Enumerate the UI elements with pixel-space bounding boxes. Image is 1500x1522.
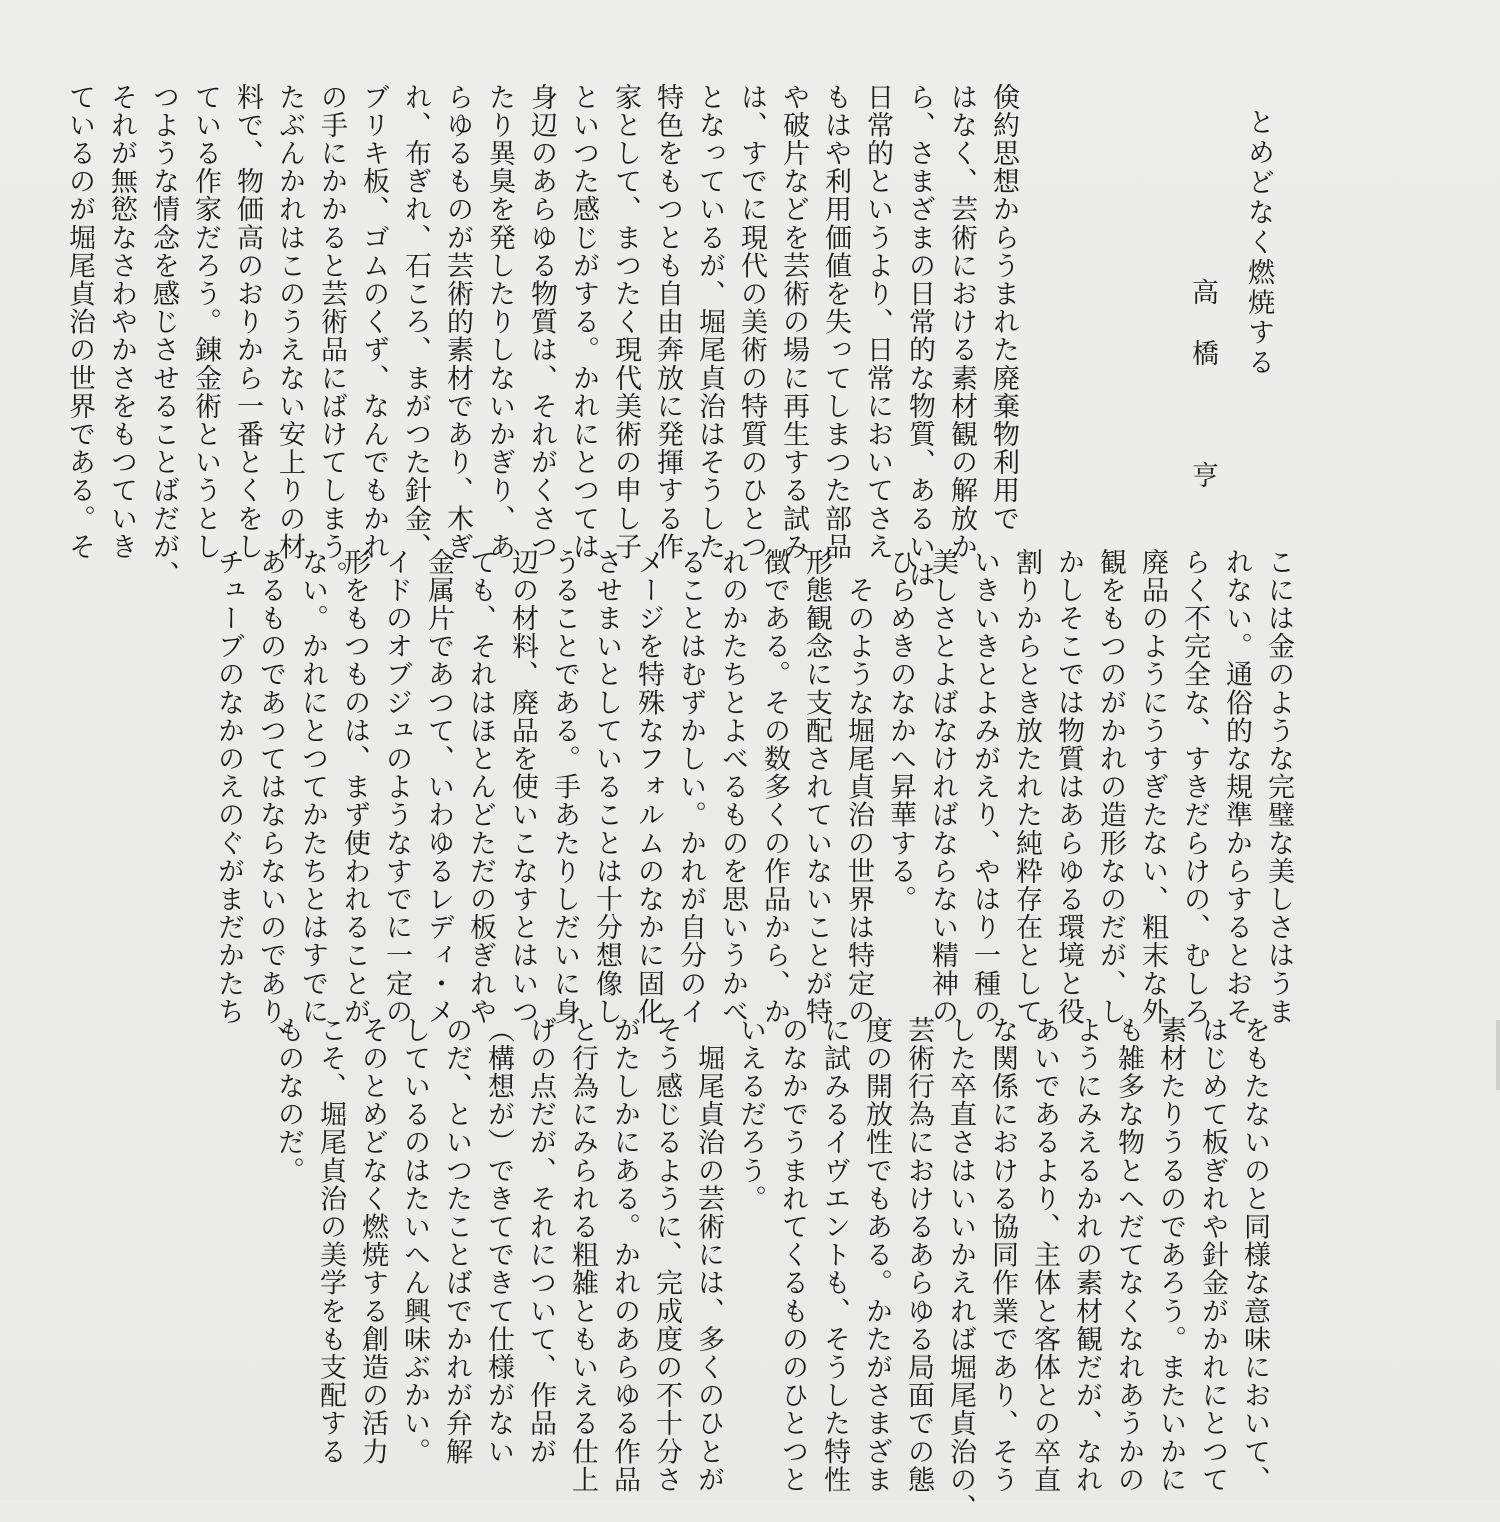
text-column: げの点だが、それについて、作品が xyxy=(525,1016,556,1466)
text-column: いきいきとよみがえり、やはり一種の xyxy=(969,548,1000,1026)
text-column: な関係における協同作業であり、そう xyxy=(987,1016,1018,1494)
page-edge-mark xyxy=(1496,1020,1500,1090)
text-column: させまいとしていることは十分想像し xyxy=(591,548,622,1026)
text-column: ものなのだ。 xyxy=(273,1016,304,1185)
text-column: もはや利用価値を失ってしまつた部品 xyxy=(820,83,851,561)
text-column: メージを特殊なフォルムのなかに固化 xyxy=(633,548,664,1026)
text-column: は、すでに現代の美術の特質のひとつ xyxy=(736,83,767,561)
text-column: をもたないのと同様な意味において、 xyxy=(1239,1016,1270,1494)
text-column: れない。通俗的な規準からするとおそ xyxy=(1221,548,1252,1026)
text-column: 辺の材料、廃品を使いこなすとはいつ xyxy=(507,548,538,1026)
author-name: 高橋 亨 xyxy=(1187,278,1218,522)
text-column: らく不完全な、すきだらけの、むしろ xyxy=(1179,548,1210,1026)
text-column: たり異臭を発したりしないかぎり、あ xyxy=(484,83,515,561)
text-column: ようにみえるかれの素材観だが、なれ xyxy=(1071,1016,1102,1494)
text-column: （構想が）できてできて仕様がない xyxy=(483,1016,514,1466)
text-column: や破片などを芸術の場に再生する試み xyxy=(778,83,809,561)
text-column: そのような堀尾貞治の世界は特定の xyxy=(843,548,874,1026)
text-column: かしそこでは物質はあらゆる環境と役 xyxy=(1053,548,1084,1026)
text-column: チューブのなかのえのぐがまだかたち xyxy=(213,548,244,1026)
text-column: イドのオブジュのようなすでに一定の xyxy=(381,548,412,1026)
text-column: そう感じるように、完成度の不十分さ xyxy=(651,1016,682,1494)
text-column: らゆるものが芸術的素材であり、木ぎ xyxy=(442,83,473,561)
text-column: 廃品のようにうすぎたない、粗末な外 xyxy=(1137,548,1168,1026)
text-column: ない。かれにとつてかたちとはすでに xyxy=(297,548,328,1026)
text-column: ブリキ板、ゴムのくず、なんでもかれ xyxy=(358,83,389,561)
text-column: たぶんかれはこのうえない安上りの材 xyxy=(274,83,305,561)
text-block-top xyxy=(58,83,1024,589)
text-column: こには金のような完璧な美しさはうま xyxy=(1263,548,1294,1026)
text-column: つような情念を感じさせることばだが、 xyxy=(148,83,179,589)
text-column: 形態観念に支配されていないことが特 xyxy=(801,548,832,1026)
text-column: 料で、物価高のおりから一番とくをし xyxy=(232,83,263,561)
text-column: 金属片であつて、いわゆるレディ・メ xyxy=(423,548,454,1026)
text-column: うることである。手あたりしだいに身 xyxy=(549,548,580,1026)
text-column: 徴である。その数多くの作品から、か xyxy=(759,548,790,1026)
text-column: いえるだろう。 xyxy=(735,1016,766,1213)
text-column: ることはむずかしい。かれが自分のイ xyxy=(675,548,706,1026)
text-column: と行為にみられる粗雑ともいえる仕上 xyxy=(567,1016,598,1494)
text-column: ているのが堀尾貞治の世界である。そ xyxy=(64,83,95,561)
text-column: そのとめどなく燃焼する創造の活力 xyxy=(357,1016,388,1466)
text-column: した卒直さはいいかえれば堀尾貞治の、 xyxy=(945,1016,976,1522)
text-column: はじめて板ぎれや針金がかれにとつて xyxy=(1197,1016,1228,1494)
text-column: れのかたちとよべるものを思いうかべ xyxy=(717,548,748,1026)
text-column: 美しさとよばなければならない精神の xyxy=(927,548,958,1026)
text-column: 特色をもつとも自由奔放に発揮する作 xyxy=(652,83,683,561)
text-column: 家として、まつたく現代美術の申し子 xyxy=(610,83,641,561)
text-column: ても、それはほとんどただの板ぎれや xyxy=(465,548,496,1026)
text-column: それが無慾なさわやかさをもつていき xyxy=(106,83,137,561)
text-column: れ、布ぎれ、石ころ、まがつた針金、 xyxy=(400,83,431,561)
text-column: のなかでうまれてくるもののひとつと xyxy=(777,1016,808,1494)
text-column: 観をもつのがかれの造形なのだが、し xyxy=(1095,548,1126,1026)
text-column: 日常的というより、日常においてさえ xyxy=(862,83,893,561)
text-column: 割りからとき放たれた純粋存在として xyxy=(1011,548,1042,1026)
text-column: ている作家だろう。錬金術というとし xyxy=(190,83,221,561)
text-column: ら、さまざまの日常的な物質、あるいは xyxy=(904,83,935,589)
text-column: こそ、堀尾貞治の美学をも支配する xyxy=(315,1016,346,1466)
text-column: ひらめきのなかへ昇華する。 xyxy=(885,548,916,914)
text-column: 度の開放性でもある。かたがさまざま xyxy=(861,1016,892,1494)
text-column: 倹約思想からうまれた廃棄物利用で xyxy=(988,83,1019,533)
text-column: 身辺のあらゆる物質は、それがくさつ xyxy=(526,83,557,561)
text-column: に試みるイヴエントも、そうした特性 xyxy=(819,1016,850,1494)
text-column: の手にかかると芸術品にばけてしまう。 xyxy=(316,83,347,589)
text-column: 堀尾貞治の芸術には、多くのひとが xyxy=(693,1016,724,1494)
text-column: 素材たりうるのであろう。またいかに xyxy=(1155,1016,1186,1494)
text-column: も雑多な物とへだてなくなれあうかの xyxy=(1113,1016,1144,1494)
text-column: あるものであつてはならないのであり、 xyxy=(255,548,286,1054)
text-column: あいであるより、主体と客体との卒直 xyxy=(1029,1016,1060,1494)
text-block-bottom xyxy=(267,1016,1275,1522)
text-column: といつた感じがする。かれにとつては xyxy=(568,83,599,561)
text-block-middle xyxy=(207,548,1299,1054)
text-column: となっているが、堀尾貞治はそうした xyxy=(694,83,725,561)
article-title: とめどなく燃焼する xyxy=(1243,108,1274,378)
text-column: 形をもつものは、まず使われることが xyxy=(339,548,370,1026)
text-column: はなく、芸術における素材観の解放か xyxy=(946,83,977,561)
text-column: のだ、といつたことばでかれが弁解 xyxy=(441,1016,472,1466)
text-column: 芸術行為におけるあらゆる局面での態 xyxy=(903,1016,934,1494)
text-column: がたしかにある。かれのあらゆる作品 xyxy=(609,1016,640,1494)
text-column: しているのはたいへん興味ぶかい。 xyxy=(399,1016,430,1466)
